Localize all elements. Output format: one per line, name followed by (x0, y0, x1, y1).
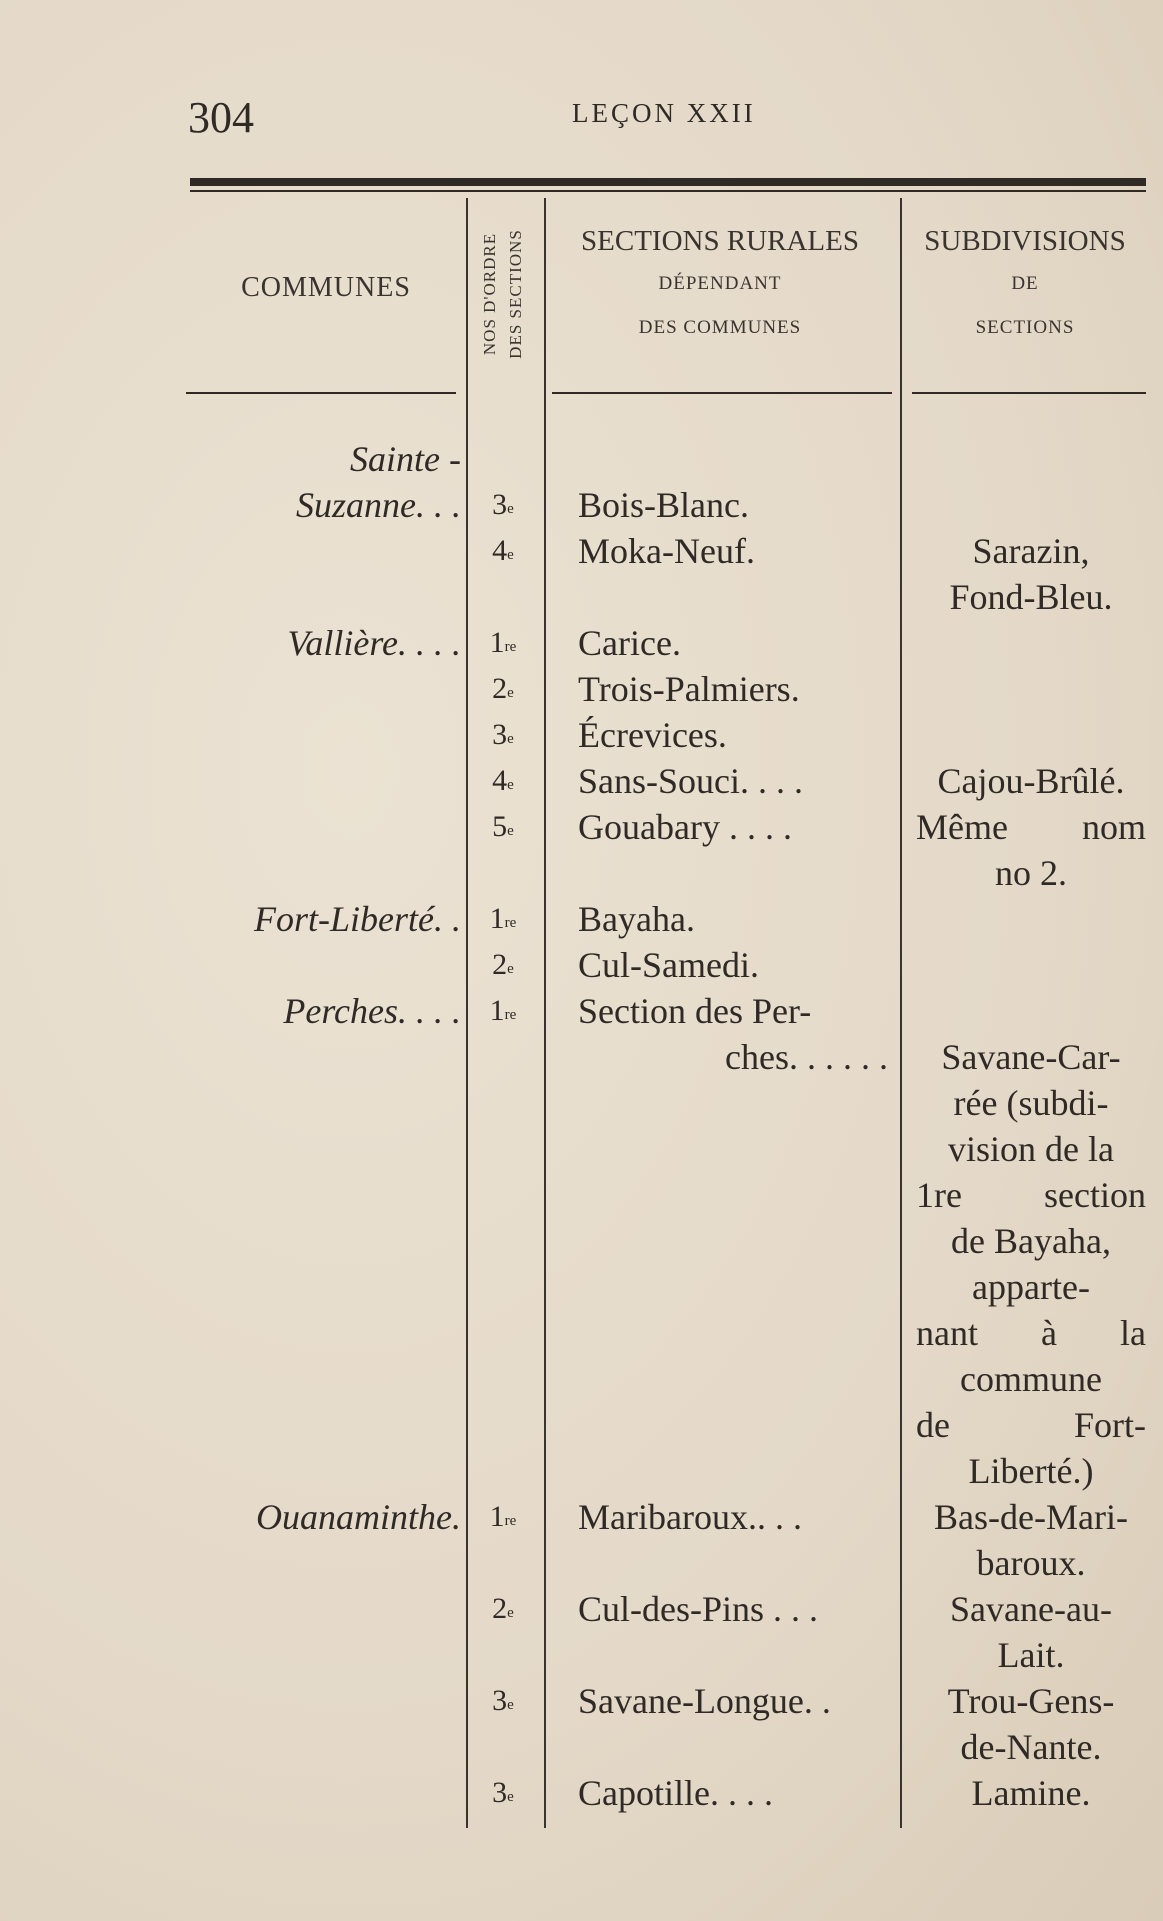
table-row (0, 528, 1163, 574)
section-name: Cul-Samedi. (578, 945, 759, 985)
header-subdivisions-line2: DE (1011, 273, 1039, 294)
section-number-digit: 1 (489, 1500, 505, 1533)
header-rule-sections (552, 392, 892, 394)
table-row (0, 1494, 1163, 1540)
table-row (0, 712, 1163, 758)
section-number (470, 942, 536, 988)
subdivision-name: 1re section (916, 1175, 1146, 1215)
section-number-ordinal: e (507, 1789, 514, 1805)
section-number (470, 758, 536, 804)
section-number-ordinal: e (507, 685, 514, 701)
subdivision-name: baroux. (976, 1543, 1086, 1583)
section-name: Trois-Palmiers. (578, 669, 800, 709)
section-number-digit: 2 (492, 672, 508, 705)
header-sections-line2: DÉPENDANT (658, 273, 782, 294)
section-number-ordinal: re (504, 639, 517, 655)
subdivision-name: de Bayaha, (951, 1221, 1111, 1261)
table-row (0, 1586, 1163, 1632)
section-number-ordinal: e (507, 731, 514, 747)
table-row (0, 1126, 1163, 1172)
table-row (0, 1724, 1163, 1770)
section-name: Cul-des-Pins . . . (578, 1589, 819, 1629)
header-subdivisions (902, 220, 1148, 350)
header-subdivisions-line3: SECTIONS (975, 317, 1075, 338)
section-number-ordinal: re (504, 1007, 517, 1023)
section-number-digit: 1 (489, 902, 505, 935)
subdivision-name: Trou-Gens- (947, 1681, 1115, 1721)
subdivision-name: de Fort- (916, 1405, 1146, 1445)
running-head: LEÇON XXII (572, 98, 756, 128)
section-number-ordinal: e (507, 501, 514, 517)
section-number-digit: 4 (492, 764, 508, 797)
header-sections-main: SECTIONS RURALES (581, 225, 859, 257)
section-number-digit: 2 (492, 948, 508, 981)
section-number-digit: 1 (489, 626, 505, 659)
table-row (0, 804, 1163, 850)
section-number-ordinal: e (507, 823, 514, 839)
section-number-ordinal: e (507, 547, 514, 563)
commune-name: Fort-Liberté. . (254, 899, 461, 939)
section-name: Maribaroux.. . . (578, 1497, 802, 1537)
header-rule-communes (186, 392, 456, 394)
header-rule-subdivisions (912, 392, 1146, 394)
commune-name: Vallière. . . . (287, 623, 461, 663)
table-row (0, 1540, 1163, 1586)
subdivision-name: Lamine. (971, 1773, 1091, 1813)
section-number (470, 1678, 536, 1724)
section-number-digit: 3 (492, 488, 508, 521)
section-name: Bois-Blanc. (578, 485, 749, 525)
header-sections (548, 220, 892, 350)
table-row (0, 1632, 1163, 1678)
section-number (470, 1770, 536, 1816)
header-numbers (470, 200, 536, 388)
section-number (470, 482, 536, 528)
section-name: Carice. (578, 623, 681, 663)
header-sections-line3: DES COMMUNES (638, 317, 802, 338)
subdivision-name: Bas-de-Mari- (934, 1497, 1128, 1537)
section-number (470, 666, 536, 712)
section-number (470, 896, 536, 942)
table-row (0, 850, 1163, 896)
table-row (0, 1770, 1163, 1816)
top-rule (190, 178, 1146, 186)
section-name: Capotille. . . . (578, 1773, 773, 1813)
commune-name: Ouanaminthe. (256, 1497, 461, 1537)
commune-name: Sainte - (350, 439, 461, 479)
section-number-digit: 2 (492, 1592, 508, 1625)
header-numbers-line2: DES SECTIONS (506, 229, 525, 359)
table-row (0, 758, 1163, 804)
subdivision-name: vision de la (948, 1129, 1114, 1169)
section-number-ordinal: re (504, 1513, 517, 1529)
section-name: Gouabary . . . . (578, 807, 792, 847)
page-number: 304 (188, 93, 254, 142)
subdivision-name: apparte- (972, 1267, 1090, 1307)
table-row (0, 1402, 1163, 1448)
section-name: Savane-Longue. . (578, 1681, 831, 1721)
section-name: Section des Per- (578, 991, 812, 1031)
subdivision-name: no 2. (995, 853, 1067, 893)
table-row (0, 1218, 1163, 1264)
header-communes: COMMUNES (241, 272, 411, 303)
table-row (0, 1034, 1163, 1080)
table-row (0, 1172, 1163, 1218)
subdivision-name: rée (subdi- (953, 1083, 1109, 1123)
section-number-ordinal: e (507, 1697, 514, 1713)
section-name: Moka-Neuf. (578, 531, 755, 571)
subdivision-name: Cajou-Brûlé. (937, 761, 1125, 801)
table-row (0, 1678, 1163, 1724)
header-subdivisions-main: SUBDIVISIONS (924, 225, 1126, 257)
section-name: Sans-Souci. . . . (578, 761, 803, 801)
section-number (470, 528, 536, 574)
section-number-ordinal: e (507, 961, 514, 977)
subdivision-name: Sarazin, (972, 531, 1090, 571)
subdivision-name: commune (960, 1359, 1102, 1399)
subdivision-name: de-Nante. (960, 1727, 1102, 1767)
section-number (470, 1494, 536, 1540)
section-number-ordinal: e (507, 1605, 514, 1621)
section-number-digit: 3 (492, 1684, 508, 1717)
table-row (0, 1264, 1163, 1310)
section-name: Bayaha. (578, 899, 695, 939)
table-row (0, 1080, 1163, 1126)
commune-name: Perches. . . . (283, 991, 461, 1031)
section-number (470, 712, 536, 758)
section-number-ordinal: e (507, 777, 514, 793)
table-row (0, 988, 1163, 1034)
table-row (0, 896, 1163, 942)
subdivision-name: Même nom (916, 807, 1146, 847)
table-row (0, 666, 1163, 712)
table-row (0, 1448, 1163, 1494)
section-number (470, 988, 536, 1034)
top-rule-thin (190, 190, 1146, 192)
section-number-digit: 3 (492, 718, 508, 751)
table-row (0, 942, 1163, 988)
section-name: Écrevices. (578, 715, 727, 755)
table-row (0, 436, 1163, 482)
section-number (470, 804, 536, 850)
section-number-digit: 5 (492, 810, 508, 843)
section-number (470, 620, 536, 666)
subdivision-name: Savane-au- (950, 1589, 1112, 1629)
table-row (0, 1356, 1163, 1402)
section-number-digit: 3 (492, 1776, 508, 1809)
subdivision-name: Lait. (997, 1635, 1065, 1675)
subdivision-name: Savane-Car- (941, 1037, 1121, 1077)
section-number-ordinal: re (504, 915, 517, 931)
table-row (0, 1310, 1163, 1356)
subdivision-name: Fond-Bleu. (949, 577, 1113, 617)
section-number-digit: 1 (489, 994, 505, 1027)
table-row (0, 620, 1163, 666)
header-numbers-line1: NOS D'ORDRE (480, 232, 499, 356)
table-row (0, 574, 1163, 620)
section-number (470, 1586, 536, 1632)
section-number-digit: 4 (492, 534, 508, 567)
section-name: ches. . . . . . (725, 1037, 888, 1077)
table-row (0, 482, 1163, 528)
subdivision-name: Liberté.) (968, 1451, 1094, 1491)
subdivision-name: nant à la (916, 1313, 1146, 1353)
commune-name: Suzanne. . . (296, 485, 461, 525)
